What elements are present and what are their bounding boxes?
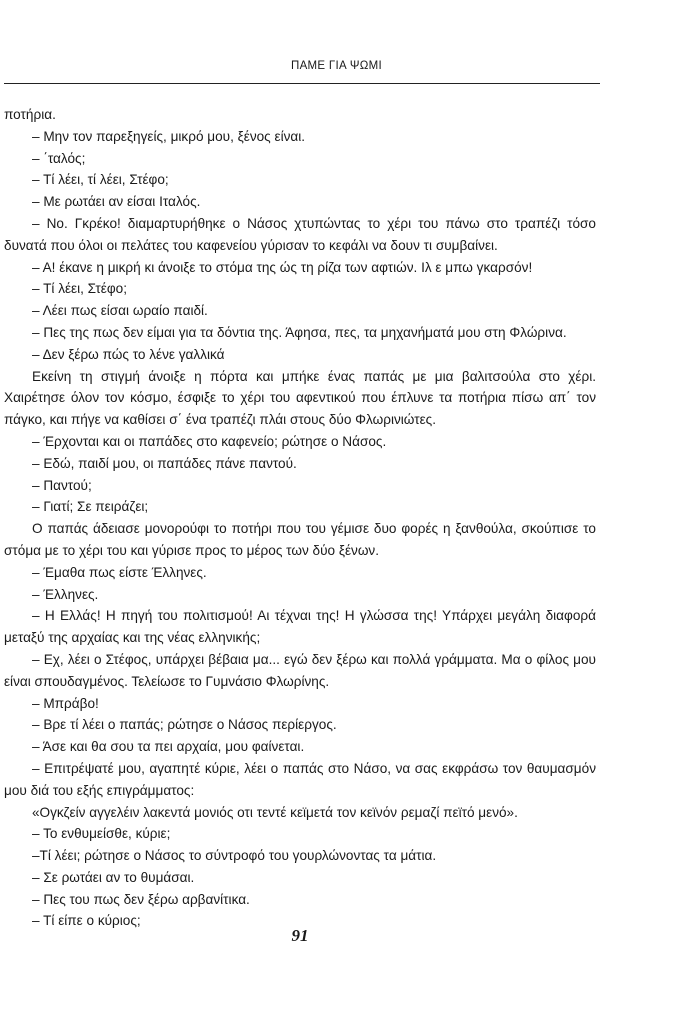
paragraph: – Πες της πως δεν είμαι για τα δόντια της. Άφησα, πες, τα μηχανήματά μου στη Φλώρινα.	[32, 324, 567, 340]
paragraph: – Εχ, λέει ο Στέφος, υπάρχει βέβαια μα... εγώ δεν ξέρω και πολλά γράμματα. Μα ο φίλος μου είναι σπουδαγμένος. Τελείωσε το Γυμνάσιο Φλωρίνης.	[4, 651, 596, 689]
paragraph: – Άσε και θα σου τα πει αρχαία, μου φαίνεται.	[32, 739, 305, 755]
paragraph: – Γιατί; Σε πειράζει;	[32, 499, 149, 515]
page-number: 91	[291, 926, 309, 945]
paragraph: «Ογκζείν αγγελέιν λακεντά μονιός οτι τεντέ κεϊμετά τον κεϊνόν ρεμαζί πεϊτό μενό».	[32, 804, 518, 820]
paragraph: – Η Ελλάς! Η πηγή του πολιτισμού! Αι τέχναι της! Η γλώσσα της! Υπάρχει μεγάλη διαφορά μεταξύ της αρχαίας και της νέας ελληνικής;	[4, 608, 596, 646]
running-header: ΠΑΜΕ ΓΙΑ ΨΩΜΙ	[290, 60, 383, 72]
paragraph: Εκείνη τη στιγμή άνοιξε η πόρτα και μπήκε ένας παπάς με μια βαλιτσούλα στο χέρι. Χαιρέτησε όλον τον κόσμο, έσφιξε το χέρι του αφεντικού που έπλυνε τα ποτήρια πίσω απ΄ τον πάγκο, και πήγε να καθίσει σ΄ ένα τραπέζι πλάι στους δύο Φλωρινιώτες.	[4, 368, 596, 428]
paragraph: –Τί λέει; ρώτησε ο Νάσος το σύντροφό του γουρλώνοντας τα μάτια.	[32, 848, 437, 864]
paragraph: – Επιτρέψατέ μου, αγαπητέ κύριε, λέει ο παπάς στο Νάσο, να σας εκφράσω τον θαυμασμόν μου διά του εξής επιγράμματος:	[4, 760, 596, 798]
paragraph: – Τί λέει, τί λέει, Στέφο;	[32, 172, 169, 188]
paragraph: – Έρχονται και οι παπάδες στο καφενείο; ρώτησε ο Νάσος.	[32, 433, 387, 449]
paragraph: – Λέει πως είσαι ωραίο παιδί.	[32, 303, 208, 319]
paragraph: – Σε ρωτάει αν το θυμάσαι.	[32, 869, 195, 885]
page-body	[4, 104, 596, 932]
paragraph: – Τί λέει, Στέφο;	[32, 281, 128, 297]
header-rule	[4, 83, 600, 84]
paragraph: ποτήρια.	[4, 107, 56, 122]
paragraph: – Τί είπε ο κύριος;	[32, 913, 141, 929]
paragraph: – Α! έκανε η μικρή κι άνοιξε το στόμα της ώς τη ρίζα των αφτιών. Ιλ ε μπω γκαρσόν!	[32, 259, 533, 275]
paragraph: – Εδώ, παιδί μου, οι παπάδες πάνε παντού.	[32, 455, 297, 471]
paragraph: – ΄ταλός;	[32, 150, 86, 166]
paragraph: Ο παπάς άδειασε μονορούφι το ποτήρι που του γέμισε δυο φορές η ξανθούλα, σκούπισε το στόμα με το χέρι του και γύρισε προς το μέρος των δύο ξένων.	[4, 521, 596, 558]
paragraph: – Με ρωτάει αν είσαι Ιταλός.	[32, 194, 201, 210]
paragraph: – Μην τον παρεξηγείς, μικρό μου, ξένος είναι.	[32, 128, 306, 144]
paragraph: – Νο. Γκρέκο! διαμαρτυρήθηκε ο Νάσος χτυπώντας το χέρι του πάνω στο τραπέζι τόσο δυνατά που όλοι οι πελάτες του καφενείου γύρισαν το κεφάλι να δουν τι συμβαίνει.	[4, 215, 596, 253]
paragraph: – Δεν ξέρω πώς το λένε γαλλικά	[32, 346, 225, 362]
paragraph: – Πες του πως δεν ξέρω αρβανίτικα.	[32, 891, 250, 907]
paragraph: – Μπράβο!	[32, 695, 99, 711]
paragraph: – Έλληνες.	[32, 586, 99, 602]
paragraph: – Έμαθα πως είστε Έλληνες.	[32, 564, 207, 580]
paragraph: – Το ενθυμείσθε, κύριε;	[32, 826, 171, 842]
paragraph: – Παντού;	[32, 477, 92, 493]
paragraph: – Βρε τί λέει ο παπάς; ρώτησε ο Νάσος περίεργος.	[32, 717, 337, 733]
